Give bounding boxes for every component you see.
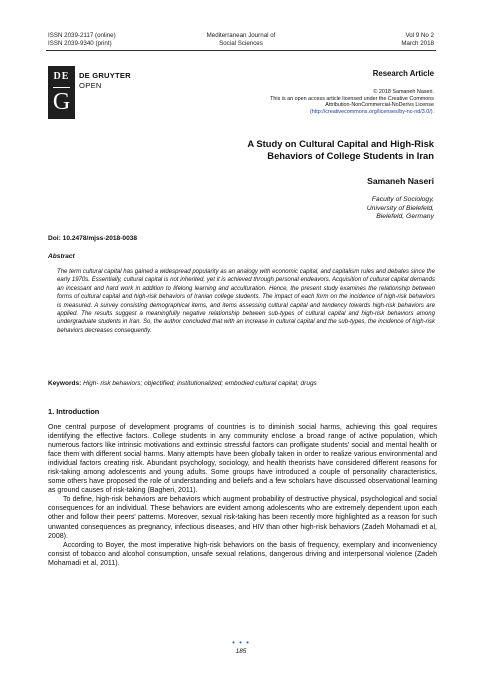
abstract-text: The term cultural capital has gained a widespread popularity as an analogy with economic capital, and capitalism rules and debates since the early 1970s. Essentially, cultural capital is not inherited, yet it is achieved through personal endeavors. Acquisition of cultural capital demands an incessant and hard work in addition to lifelong learning and acculturation. Hence, the present study examines the relationship between forms of cultural capital and high-risk behaviors of Iranian college students. The impact of each form on the incidence of high-risk behaviors is measured. A survey consisting demographical items, and items assessing cultural capital and tendency towards high-risk behaviors are applied. The results suggest a meaningfully negative relationship between sub-types of cultural capital and high-risk behaviors among undergraduate students in Iran. So, the author concluded that with an increase in cultural capital and the sub-types, the incidence of high-risk behaviors decreases consequently. xyxy=(57,269,435,334)
body-text xyxy=(48,423,437,568)
license-link[interactable]: (http://creativecommons.org/licenses/by-nc-nd/3.0/). xyxy=(309,108,434,115)
volume-block xyxy=(401,32,434,47)
journal-line1: Mediterranean Journal of xyxy=(206,32,276,39)
article-title xyxy=(94,138,434,162)
license-copyright: © 2018 Samaneh Naseri. xyxy=(373,89,434,95)
license-line2: This is an open access article licensed under the Creative Commons xyxy=(270,95,434,102)
license-block xyxy=(174,89,434,115)
keywords-list: High- risk behaviors; objectified; institutionalized; embodied cultural capital; drugs xyxy=(83,380,317,387)
logo-g-text: G xyxy=(52,89,71,115)
license-line3: Attribution-NonCommercial-NoDerivs License xyxy=(325,102,434,109)
keywords-label: Keywords: xyxy=(48,380,82,387)
affiliation-line2: University of Bielefeld, xyxy=(366,204,434,212)
title-line2: Behaviors of College Students in Iran xyxy=(267,150,434,161)
author-name: Samaneh Naseri xyxy=(367,176,434,186)
section-heading: 1. Introduction xyxy=(48,407,100,416)
volume: Vol 9 No 2 xyxy=(405,32,434,39)
keywords xyxy=(48,380,438,388)
abstract-heading: Abstract xyxy=(48,253,75,260)
issn-print: ISSN 2039-9340 (print) xyxy=(48,39,112,47)
affiliation-line1: Faculty of Sociology, xyxy=(371,196,434,203)
journal-line2: Social Sciences xyxy=(219,39,263,47)
title-line1: A Study on Cultural Capital and High-Risk xyxy=(247,138,434,149)
publisher-sub: OPEN xyxy=(79,81,102,90)
issue-date: March 2018 xyxy=(401,39,434,47)
publisher-name: DE GRUYTER xyxy=(79,71,131,80)
paragraph: One central purpose of development programs of countries is to diminish social harms, achieving this goal requires identifying the effective factors. College students in any community enclose a broad range of active population, which numerous factors like intrinsic motivations and extrinsic stressful factors can profligate students' social and mental health or face them with different social harms. Many attempts have been globally taken in order to realize various environmental and individual factors creating risk. Abundant psychology, sociology, and health theorists have considered different reasons for risk-taking among adolescents and young adults. Some groups have introduced a couple of personality characteristics, some others have proposed the role of understanding and beliefs and a few scholars have discussed observational learning as ground causes of risk-taking (Bagheri, 2011). xyxy=(48,424,437,495)
logo-de-text: DE xyxy=(53,71,70,82)
degruyter-logo xyxy=(48,66,75,119)
article-type: Research Article xyxy=(372,69,434,78)
header-divider xyxy=(46,50,436,51)
page-number: 185 xyxy=(235,648,247,655)
doi: Doi: 10.2478/mjss-2018-0038 xyxy=(48,235,138,242)
issn-online: ISSN 2039-2117 (online) xyxy=(48,32,116,39)
paragraph: To define, high-risk behaviors are behaviors which augment probability of destructive physical, psychological and social consequences for an individual. These behaviors are evident among adolescents who are extremely dependent upon each other and follow their peers' patterns. Moreover, sexual risk-taking has been recently more highlighted as a reason for such unwanted consequences as pregnancy, infectious diseases, and HIV than other high-risk behaviors (Zadeh Mohamadi et al, 2008). xyxy=(48,496,437,540)
affiliation xyxy=(367,196,434,222)
affiliation-line3: Bielefeld, Germany xyxy=(376,213,434,221)
paragraph: According to Boyer, the most imperative high-risk behaviors on the basis of frequency, exemplary and inconveniency consist of tobacco and alcohol consumption, unsafe sexual relations, dangerous driving and interpersonal violence (Zadeh Mohamadi et al, 2011). xyxy=(48,541,437,567)
footer-dots: • • • xyxy=(232,638,250,647)
logo-divider xyxy=(53,87,70,88)
